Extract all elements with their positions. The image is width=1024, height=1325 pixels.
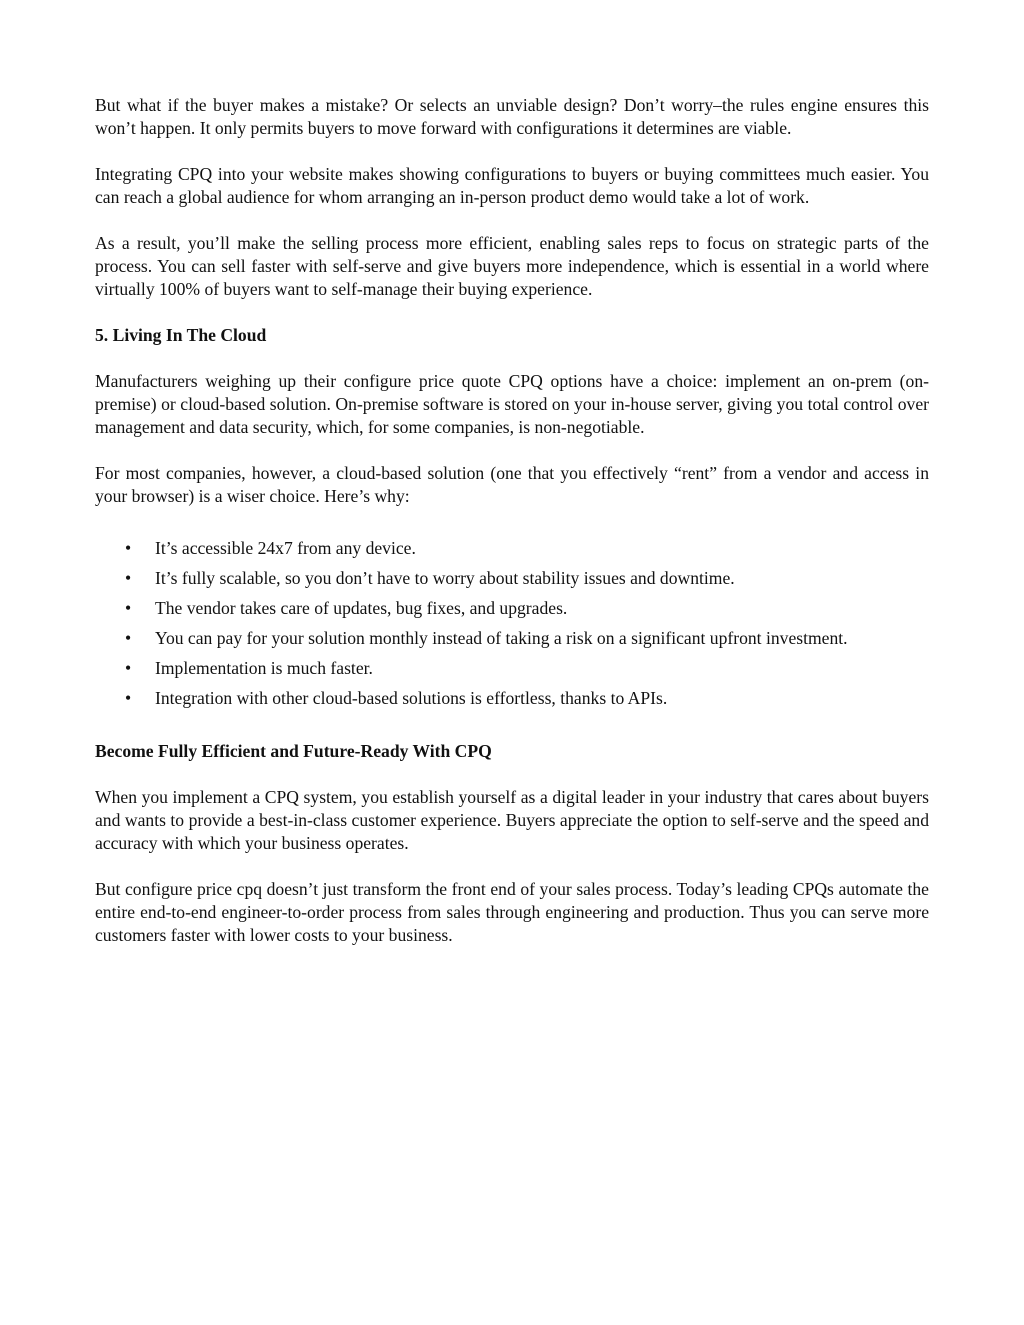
list-item	[95, 537, 929, 567]
section-paragraph-2: For most companies, however, a cloud-based solution (one that you effectively “rent” from a vendor and access in your browser) is a wiser choice. Here’s why:	[95, 463, 929, 506]
benefits-list	[95, 531, 929, 717]
bullet-icon: •	[125, 538, 132, 558]
list-item-text: It’s fully scalable, so you don’t have to worry about stability issues and downtime.	[155, 568, 735, 588]
list-item	[95, 627, 929, 657]
bullet-icon: •	[125, 568, 132, 588]
list-item	[95, 597, 929, 627]
list-item-text: Integration with other cloud-based solutions is effortless, thanks to APIs.	[155, 688, 668, 708]
list-item-text: The vendor takes care of updates, bug fixes, and upgrades.	[155, 598, 568, 618]
bullet-icon: •	[125, 688, 132, 708]
list-item-text: Implementation is much faster.	[155, 658, 373, 678]
section-heading-living-in-the-cloud: 5. Living In The Cloud	[95, 325, 267, 345]
section-paragraph-1: Manufacturers weighing up their configure price quote CPQ options have a choice: implement an on-prem (on-premise) or cloud-based solution. On-premise software is stored on your in-house server, giving you total control over management and data security, which, for some companies, is non-negotiable.	[95, 371, 929, 437]
bullet-icon: •	[125, 598, 132, 618]
intro-paragraph-1: But what if the buyer makes a mistake? Or selects an unviable design? Don’t worry–the rules engine ensures this won’t happen. It only permits buyers to move forward with configurations it determines are viable.	[95, 95, 929, 138]
list-item-text: You can pay for your solution monthly instead of taking a risk on a significant upfront investment.	[155, 628, 848, 648]
list-item-text: It’s accessible 24x7 from any device.	[155, 538, 416, 558]
intro-paragraph-2: Integrating CPQ into your website makes showing configurations to buyers or buying committees much easier. You can reach a global audience for whom arranging an in-person product demo would take a lot of work.	[95, 164, 929, 207]
document-page	[95, 94, 929, 970]
conclusion-heading: Become Fully Efficient and Future-Ready With CPQ	[95, 741, 492, 761]
list-item	[95, 657, 929, 687]
intro-paragraph-3: As a result, you’ll make the selling process more efficient, enabling sales reps to focus on strategic parts of the process. You can sell faster with self-serve and give buyers more independence, which is essential in a world where virtually 100% of buyers want to self-manage their buying experience.	[95, 233, 929, 299]
bullet-icon: •	[125, 658, 132, 678]
list-item	[95, 567, 929, 597]
bullet-icon: •	[125, 628, 132, 648]
list-item	[95, 687, 929, 717]
conclusion-paragraph-1: When you implement a CPQ system, you establish yourself as a digital leader in your industry that cares about buyers and wants to provide a best-in-class customer experience. Buyers appreciate the option to self-serve and the speed and accuracy with which your business operates.	[95, 787, 929, 853]
conclusion-paragraph-2: But configure price cpq doesn’t just transform the front end of your sales process. Today’s leading CPQs automate the entire end-to-end engineer-to-order process from sales through engineering and production. Thus you can serve more customers faster with lower costs to your business.	[95, 879, 929, 945]
